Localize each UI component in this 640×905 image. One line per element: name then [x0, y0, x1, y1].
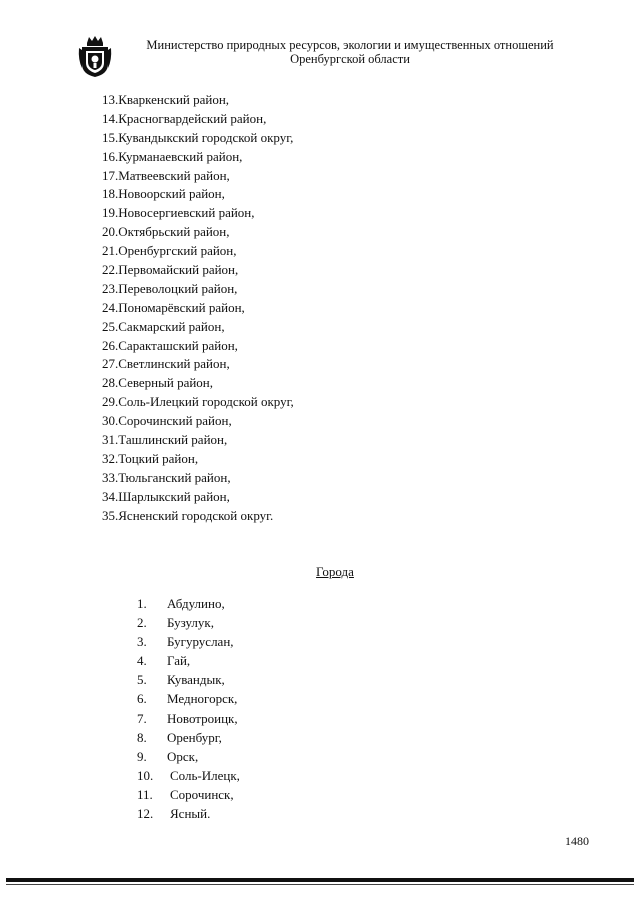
item-number: 33.	[102, 469, 119, 485]
list-item	[102, 412, 294, 431]
list-item	[137, 728, 240, 747]
list-item	[102, 110, 294, 129]
list-item	[102, 393, 294, 412]
list-item	[137, 632, 240, 651]
item-name: Пономарёвский район,	[118, 299, 245, 315]
item-name: Новотроицк,	[167, 710, 238, 726]
item-name: Северный район,	[118, 375, 214, 391]
item-number: 29.	[102, 394, 119, 410]
item-number: 35.	[102, 507, 119, 523]
list-item	[102, 91, 294, 110]
ministry-name-line1: Министерство природных ресурсов, экологии и имущественных отношений	[146, 38, 554, 52]
item-number: 12.	[137, 806, 154, 822]
list-item	[137, 766, 240, 785]
list-item	[102, 355, 294, 374]
item-name: Сорочинск,	[170, 786, 234, 802]
item-name: Новосергиевский район,	[118, 205, 255, 221]
list-item	[102, 469, 294, 488]
item-name: Кваркенский район,	[118, 92, 230, 107]
item-name: Кувандык,	[167, 672, 225, 688]
item-number: 25.	[102, 318, 119, 334]
item-number: 14.	[102, 110, 119, 126]
item-name: Матвеевский район,	[118, 167, 230, 183]
item-number: 27.	[102, 356, 119, 372]
list-item	[102, 374, 294, 393]
item-number: 17.	[102, 167, 119, 183]
list-item	[102, 261, 294, 280]
item-number: 13.	[102, 92, 119, 107]
item-number: 8.	[137, 729, 147, 745]
list-item	[102, 431, 294, 450]
cities-heading: Города	[316, 564, 354, 579]
list-item	[102, 299, 294, 318]
item-name: Ташлинский район,	[118, 432, 228, 448]
item-number: 6.	[137, 691, 147, 707]
item-name: Новоорский район,	[118, 186, 225, 202]
item-number: 3.	[137, 634, 147, 650]
item-number: 15.	[102, 129, 119, 145]
item-name: Тюльганский район,	[118, 469, 231, 485]
item-number: 23.	[102, 280, 119, 296]
item-number: 32.	[102, 450, 119, 466]
item-number: 2.	[137, 615, 147, 631]
item-number: 34.	[102, 488, 119, 504]
list-item	[102, 337, 294, 356]
list-item	[102, 129, 294, 148]
list-item	[137, 785, 240, 804]
item-name: Оренбург,	[167, 729, 222, 745]
item-number: 19.	[102, 205, 119, 221]
item-name: Сакмарский район,	[118, 318, 225, 334]
item-number: 28.	[102, 375, 119, 391]
item-name: Тоцкий район,	[118, 450, 199, 466]
item-number: 11.	[137, 786, 153, 802]
item-number: 26.	[102, 337, 119, 353]
item-name: Красногвардейский район,	[118, 110, 267, 126]
item-name: Первомайский район,	[118, 262, 239, 278]
item-number: 10.	[137, 767, 154, 783]
list-item	[137, 747, 240, 766]
page-number: 1480	[565, 834, 589, 848]
item-number: 5.	[137, 672, 147, 688]
list-item	[102, 185, 294, 204]
list-item	[137, 804, 240, 823]
item-number: 9.	[137, 748, 147, 764]
coat-of-arms-icon	[78, 34, 112, 78]
item-number: 16.	[102, 148, 119, 164]
list-item	[137, 689, 240, 708]
list-item	[137, 670, 240, 689]
districts-list	[102, 91, 294, 525]
list-item	[137, 594, 240, 613]
list-item	[102, 242, 294, 261]
list-item	[102, 280, 294, 299]
item-name: Ясненский городской округ.	[118, 507, 274, 523]
list-item	[102, 507, 294, 526]
item-number: 22.	[102, 262, 119, 278]
item-number: 24.	[102, 299, 119, 315]
item-name: Кувандыкский городской округ,	[118, 129, 294, 145]
item-name: Переволоцкий район,	[118, 280, 238, 296]
item-number: 20.	[102, 224, 119, 240]
list-item	[102, 318, 294, 337]
item-name: Октябрьский район,	[118, 224, 230, 240]
item-number: 18.	[102, 186, 119, 202]
list-item	[137, 613, 240, 632]
item-number: 4.	[137, 653, 147, 669]
ministry-name-line2: Оренбургской области	[290, 52, 410, 66]
item-name: Абдулино,	[167, 596, 225, 611]
list-item	[137, 709, 240, 728]
item-name: Светлинский район,	[118, 356, 230, 372]
list-item	[102, 148, 294, 167]
item-number: 30.	[102, 413, 119, 429]
item-number: 7.	[137, 710, 147, 726]
item-name: Соль-Илецк,	[170, 767, 240, 783]
item-name: Курманаевский район,	[118, 148, 243, 164]
list-item	[137, 651, 240, 670]
item-number: 21.	[102, 243, 119, 259]
item-name: Гай,	[167, 653, 191, 669]
list-item	[102, 223, 294, 242]
item-number: 1.	[137, 596, 147, 611]
list-item	[102, 204, 294, 223]
item-name: Бузулук,	[167, 615, 214, 631]
item-name: Бугуруслан,	[167, 634, 234, 650]
item-name: Ясный.	[170, 806, 211, 822]
item-name: Сорочинский район,	[118, 413, 232, 429]
item-number: 31.	[102, 432, 119, 448]
item-name: Орск,	[167, 748, 199, 764]
item-name: Соль-Илецкий городской округ,	[118, 394, 294, 410]
list-item	[102, 167, 294, 186]
item-name: Медногорск,	[167, 691, 238, 707]
cities-list	[137, 594, 240, 823]
item-name: Саракташский район,	[118, 337, 238, 353]
list-item	[102, 450, 294, 469]
footer-rule	[6, 878, 634, 882]
item-name: Оренбургский район,	[118, 243, 237, 259]
list-item	[102, 488, 294, 507]
item-name: Шарлыкский район,	[118, 488, 230, 504]
footer-rule-thin	[6, 884, 634, 885]
